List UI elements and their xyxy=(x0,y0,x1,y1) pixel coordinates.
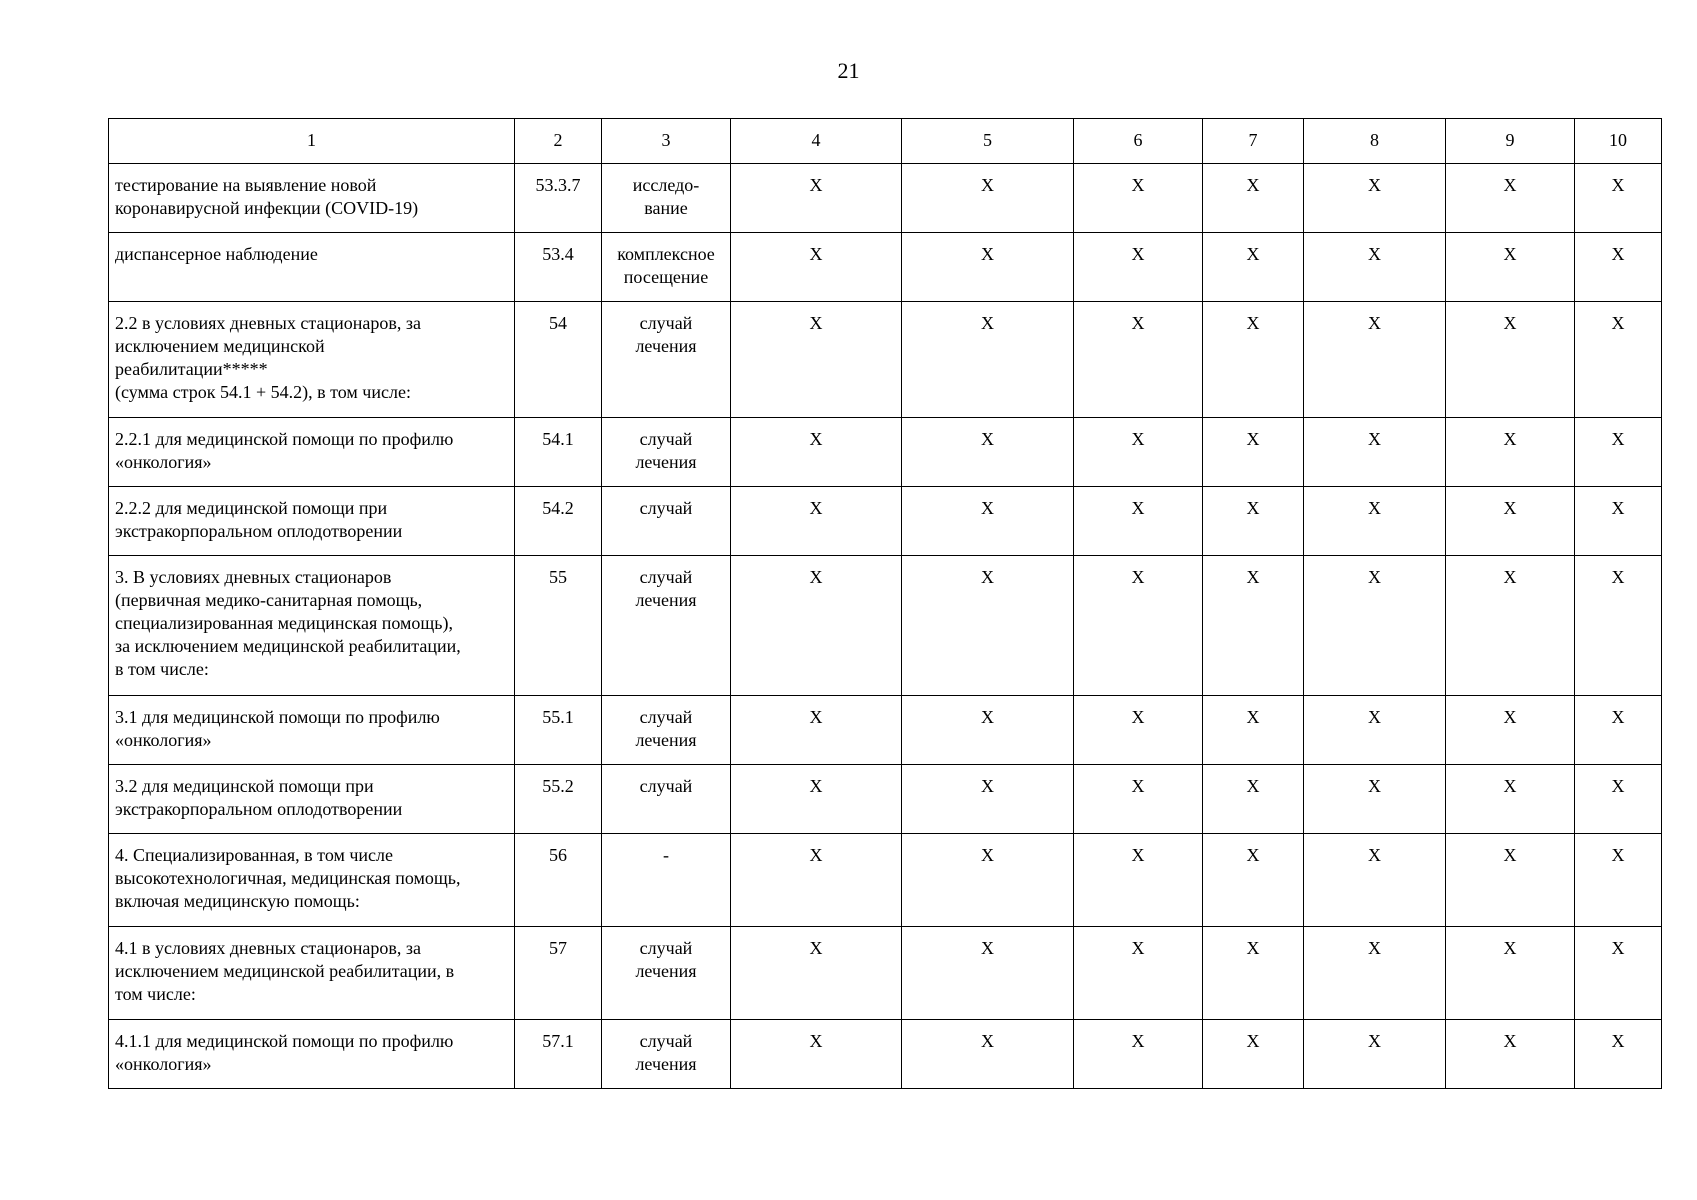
row-code-cell: 53.4 xyxy=(515,233,602,302)
table-row xyxy=(109,1020,1662,1089)
row-value-cell: X xyxy=(1575,556,1662,696)
row-unit-cell: случай xyxy=(602,765,731,834)
table-row xyxy=(109,302,1662,418)
row-value-cell: X xyxy=(731,233,902,302)
row-value-cell: X xyxy=(902,696,1074,765)
row-name-cell: 4. Специализированная, в том числе высокотехнологичная, медицинская помощь, включая медицинскую помощь: xyxy=(109,834,515,927)
row-value-cell: X xyxy=(1304,765,1446,834)
row-value-cell: X xyxy=(1203,765,1304,834)
row-value-cell: X xyxy=(1203,487,1304,556)
row-name-cell: 4.1.1 для медицинской помощи по профилю «онкология» xyxy=(109,1020,515,1089)
row-unit-cell: случай лечения xyxy=(602,418,731,487)
row-value-cell: X xyxy=(1203,696,1304,765)
row-value-cell: X xyxy=(731,1020,902,1089)
row-unit-cell: случай лечения xyxy=(602,1020,731,1089)
row-value-cell: X xyxy=(1304,696,1446,765)
row-value-cell: X xyxy=(731,164,902,233)
row-value-cell: X xyxy=(902,765,1074,834)
row-value-cell: X xyxy=(1446,1020,1575,1089)
row-value-cell: X xyxy=(731,487,902,556)
row-value-cell: X xyxy=(902,1020,1074,1089)
row-value-cell: X xyxy=(902,556,1074,696)
row-name-cell: 3.1 для медицинской помощи по профилю «онкология» xyxy=(109,696,515,765)
row-value-cell: X xyxy=(1446,164,1575,233)
row-name-cell: 3.2 для медицинской помощи при экстракорпоральном оплодотворении xyxy=(109,765,515,834)
row-value-cell: X xyxy=(1446,927,1575,1020)
row-value-cell: X xyxy=(731,418,902,487)
page-number: 21 xyxy=(837,58,860,83)
row-code-cell: 54.2 xyxy=(515,487,602,556)
row-name-cell: 2.2 в условиях дневных стационаров, за исключением медицинской реабилитации***** (сумма строк 54.1 + 54.2), в том числе: xyxy=(109,302,515,418)
row-value-cell: X xyxy=(1074,233,1203,302)
row-value-cell: X xyxy=(1074,556,1203,696)
row-value-cell: X xyxy=(731,834,902,927)
row-value-cell: X xyxy=(1575,418,1662,487)
row-value-cell: X xyxy=(1203,834,1304,927)
row-value-cell: X xyxy=(1304,233,1446,302)
row-value-cell: X xyxy=(1304,927,1446,1020)
row-value-cell: X xyxy=(1575,302,1662,418)
row-value-cell: X xyxy=(1446,487,1575,556)
row-value-cell: X xyxy=(1074,834,1203,927)
row-value-cell: X xyxy=(1304,418,1446,487)
column-header: 6 xyxy=(1074,119,1203,164)
row-name-cell: 4.1 в условиях дневных стационаров, за исключением медицинской реабилитации, в том числе: xyxy=(109,927,515,1020)
table-row xyxy=(109,765,1662,834)
row-value-cell: X xyxy=(1304,302,1446,418)
row-value-cell: X xyxy=(1446,696,1575,765)
row-value-cell: X xyxy=(1074,765,1203,834)
row-unit-cell: - xyxy=(602,834,731,927)
row-value-cell: X xyxy=(1203,1020,1304,1089)
table-row xyxy=(109,556,1662,696)
row-value-cell: X xyxy=(1304,1020,1446,1089)
table-header-row xyxy=(109,119,1662,164)
row-code-cell: 53.3.7 xyxy=(515,164,602,233)
row-value-cell: X xyxy=(1575,1020,1662,1089)
row-value-cell: X xyxy=(1446,765,1575,834)
row-value-cell: X xyxy=(1203,556,1304,696)
row-value-cell: X xyxy=(1203,164,1304,233)
row-value-cell: X xyxy=(1203,233,1304,302)
row-value-cell: X xyxy=(902,834,1074,927)
row-value-cell: X xyxy=(1446,556,1575,696)
column-header: 8 xyxy=(1304,119,1446,164)
table-row xyxy=(109,696,1662,765)
row-code-cell: 54.1 xyxy=(515,418,602,487)
row-name-cell: тестирование на выявление новой коронавирусной инфекции (COVID-19) xyxy=(109,164,515,233)
row-value-cell: X xyxy=(731,927,902,1020)
column-header: 2 xyxy=(515,119,602,164)
column-header: 10 xyxy=(1575,119,1662,164)
table-row xyxy=(109,927,1662,1020)
row-unit-cell: комплексное посещение xyxy=(602,233,731,302)
row-value-cell: X xyxy=(1575,834,1662,927)
row-value-cell: X xyxy=(1074,418,1203,487)
row-unit-cell: случай лечения xyxy=(602,302,731,418)
row-value-cell: X xyxy=(731,696,902,765)
row-value-cell: X xyxy=(1304,487,1446,556)
row-code-cell: 55 xyxy=(515,556,602,696)
row-value-cell: X xyxy=(1203,927,1304,1020)
row-code-cell: 56 xyxy=(515,834,602,927)
row-unit-cell: исследо- вание xyxy=(602,164,731,233)
table-row xyxy=(109,834,1662,927)
row-value-cell: X xyxy=(902,418,1074,487)
row-value-cell: X xyxy=(902,233,1074,302)
row-value-cell: X xyxy=(902,302,1074,418)
row-unit-cell: случай xyxy=(602,487,731,556)
row-unit-cell: случай лечения xyxy=(602,927,731,1020)
row-value-cell: X xyxy=(1575,765,1662,834)
table-row xyxy=(109,418,1662,487)
column-header: 9 xyxy=(1446,119,1575,164)
row-code-cell: 57.1 xyxy=(515,1020,602,1089)
row-value-cell: X xyxy=(1446,302,1575,418)
table-row xyxy=(109,233,1662,302)
row-name-cell: 2.2.1 для медицинской помощи по профилю «онкология» xyxy=(109,418,515,487)
row-value-cell: X xyxy=(1074,302,1203,418)
row-value-cell: X xyxy=(1575,696,1662,765)
row-value-cell: X xyxy=(902,927,1074,1020)
column-header: 4 xyxy=(731,119,902,164)
row-name-cell: диспансерное наблюдение xyxy=(109,233,515,302)
row-value-cell: X xyxy=(1304,834,1446,927)
row-value-cell: X xyxy=(1203,302,1304,418)
row-value-cell: X xyxy=(1074,487,1203,556)
row-value-cell: X xyxy=(1575,233,1662,302)
row-unit-cell: случай лечения xyxy=(602,696,731,765)
column-header: 5 xyxy=(902,119,1074,164)
column-header: 7 xyxy=(1203,119,1304,164)
row-value-cell: X xyxy=(1203,418,1304,487)
row-value-cell: X xyxy=(1575,487,1662,556)
row-value-cell: X xyxy=(1575,164,1662,233)
row-name-cell: 2.2.2 для медицинской помощи при экстракорпоральном оплодотворении xyxy=(109,487,515,556)
data-table xyxy=(108,118,1662,1089)
row-value-cell: X xyxy=(902,164,1074,233)
row-value-cell: X xyxy=(1304,556,1446,696)
row-value-cell: X xyxy=(731,765,902,834)
row-value-cell: X xyxy=(1446,418,1575,487)
row-code-cell: 54 xyxy=(515,302,602,418)
table-row xyxy=(109,487,1662,556)
column-header: 3 xyxy=(602,119,731,164)
row-value-cell: X xyxy=(1304,164,1446,233)
row-value-cell: X xyxy=(1446,233,1575,302)
column-header: 1 xyxy=(109,119,515,164)
row-value-cell: X xyxy=(902,487,1074,556)
row-code-cell: 57 xyxy=(515,927,602,1020)
row-name-cell: 3. В условиях дневных стационаров (первичная медико-санитарная помощь, специализированная медицинская помощь), за исключением медицинской реабилитации, в том числе: xyxy=(109,556,515,696)
row-code-cell: 55.2 xyxy=(515,765,602,834)
row-value-cell: X xyxy=(1074,164,1203,233)
row-value-cell: X xyxy=(1074,1020,1203,1089)
row-value-cell: X xyxy=(1074,927,1203,1020)
row-value-cell: X xyxy=(1074,696,1203,765)
row-value-cell: X xyxy=(1446,834,1575,927)
table-row xyxy=(109,164,1662,233)
row-unit-cell: случай лечения xyxy=(602,556,731,696)
row-code-cell: 55.1 xyxy=(515,696,602,765)
row-value-cell: X xyxy=(1575,927,1662,1020)
row-value-cell: X xyxy=(731,556,902,696)
row-value-cell: X xyxy=(731,302,902,418)
